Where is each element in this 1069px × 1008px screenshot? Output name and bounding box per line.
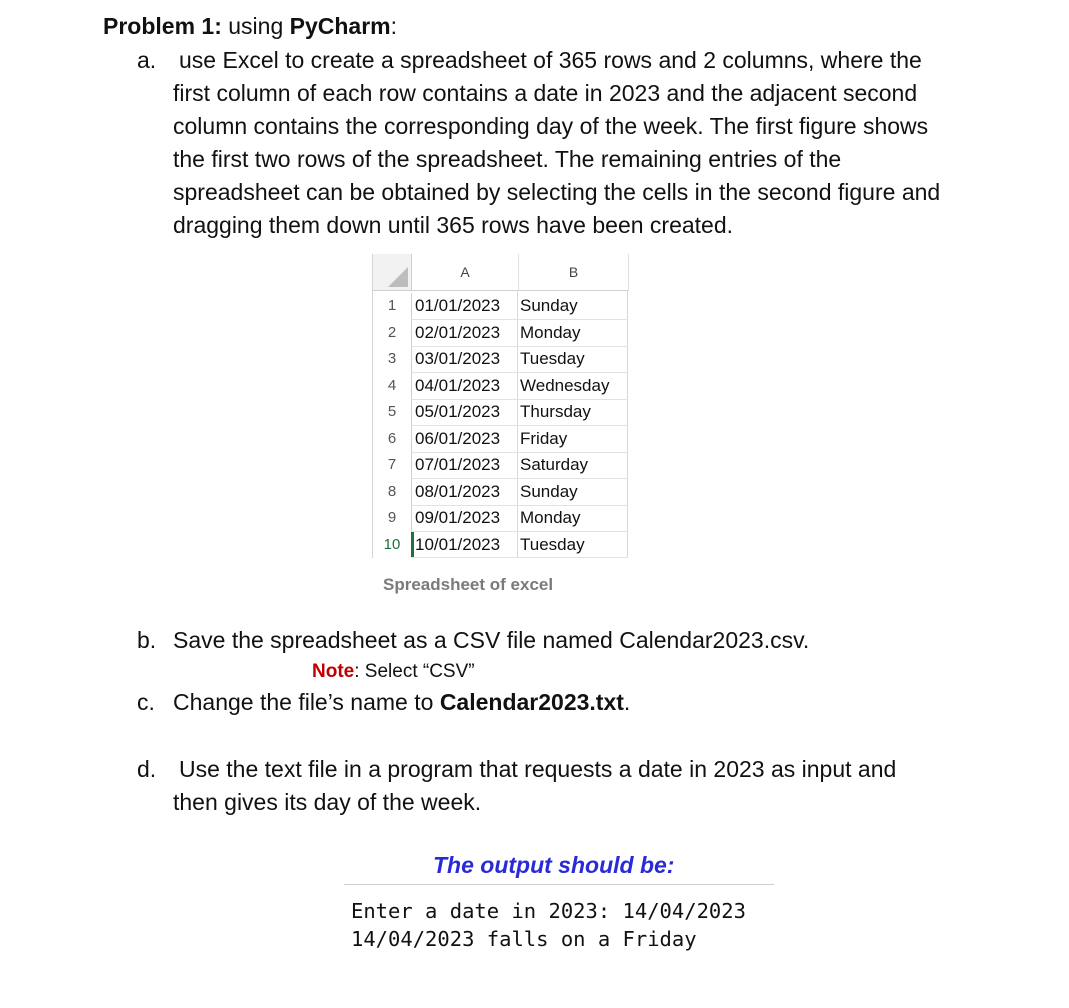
table-row [373, 346, 628, 373]
cell-day: Wednesday [520, 375, 610, 395]
cell-day: Monday [520, 322, 581, 342]
item-d-line: then gives its day of the week. [173, 789, 482, 815]
table-row [373, 426, 628, 453]
item-c-text [173, 686, 630, 719]
item-a-line: dragging them down until 365 rows have been created. [173, 212, 734, 238]
row-number: 5 [373, 399, 412, 425]
cell-day: Sunday [520, 481, 578, 501]
item-a-line: column contains the corresponding day of the week. The first figure shows [173, 113, 929, 139]
table-row [373, 293, 628, 320]
item-b-marker: b. [137, 627, 157, 653]
output-title: The output should be: [433, 852, 675, 878]
cell-date: 03/01/2023 [415, 349, 501, 368]
output-divider [344, 884, 774, 885]
select-all-corner [373, 254, 412, 291]
problem-title [103, 12, 397, 40]
cell-day: Sunday [520, 296, 578, 315]
row-number: 8 [373, 479, 412, 505]
item-c-filename: Calendar2023.txt [439, 689, 624, 715]
cell-date: 04/01/2023 [415, 375, 501, 395]
cell-day: Tuesday [520, 534, 585, 554]
item-d-line: Use the text file in a program that requests a date in 2023 as input and [179, 756, 897, 782]
note-text: : Select “CSV” [354, 661, 475, 682]
spreadsheet-figure [372, 254, 628, 558]
table-row [373, 373, 628, 400]
table-row [373, 320, 628, 347]
cell-date: 10/01/2023 [415, 534, 501, 554]
row-number: 1 [373, 293, 412, 319]
item-a-line: spreadsheet can be obtained by selecting the cells in the second figure and [173, 179, 941, 205]
item-a-text [173, 44, 1053, 242]
item-b-text: Save the spreadsheet as a CSV file named Calendar2023.csv. [173, 627, 810, 653]
note [312, 660, 475, 684]
row-number: 4 [373, 373, 412, 399]
cell-day: Monday [520, 508, 581, 527]
table-row [373, 479, 628, 506]
row-number: 7 [373, 452, 412, 478]
item-a-line: first column of each row contains a date in 2023 and the adjacent second [173, 80, 918, 106]
cell-day: Friday [520, 428, 568, 448]
table-row [373, 399, 628, 426]
cell-date: 02/01/2023 [415, 322, 501, 342]
item-d-marker: d. [137, 756, 157, 782]
cell-day: Thursday [520, 402, 591, 421]
row-number: 10 [373, 532, 414, 558]
table-row [373, 452, 628, 479]
item-a-line: the first two rows of the spreadsheet. The remaining entries of the [173, 146, 842, 172]
item-a-marker: a. [137, 47, 157, 73]
problem-using: using [228, 13, 284, 39]
item-c-text-after: . [623, 689, 631, 715]
cell-date: 01/01/2023 [415, 296, 501, 315]
item-c-marker: c. [137, 689, 155, 715]
table-row [373, 505, 628, 532]
cell-date: 06/01/2023 [415, 428, 501, 448]
cell-day: Tuesday [520, 349, 585, 368]
figure-caption: Spreadsheet of excel [383, 575, 554, 594]
table-row [373, 532, 628, 559]
row-number: 6 [373, 426, 412, 452]
output-line: 14/04/2023 falls on a Friday [351, 927, 697, 951]
cell-day: Saturday [520, 455, 589, 474]
problem-tool: PyCharm [289, 13, 391, 39]
output-line: Enter a date in 2023: 14/04/2023 [351, 899, 746, 923]
row-number: 9 [373, 505, 412, 531]
item-a-line: use Excel to create a spreadsheet of 365 rows and 2 columns, where the [179, 47, 922, 73]
cell-date: 09/01/2023 [415, 508, 501, 527]
cell-date: 05/01/2023 [415, 402, 501, 421]
cell-date: 08/01/2023 [415, 481, 501, 501]
column-header-b: B [519, 254, 629, 291]
row-number: 3 [373, 346, 412, 372]
item-d-text [173, 753, 1053, 819]
problem-label: Problem 1: [103, 13, 222, 39]
column-header-a: A [412, 254, 519, 291]
cell-date: 07/01/2023 [415, 455, 501, 474]
item-c-text-before: Change the file’s name to [173, 689, 440, 715]
problem-colon: : [390, 13, 398, 39]
row-number: 2 [373, 320, 412, 346]
note-label: Note [312, 661, 355, 682]
